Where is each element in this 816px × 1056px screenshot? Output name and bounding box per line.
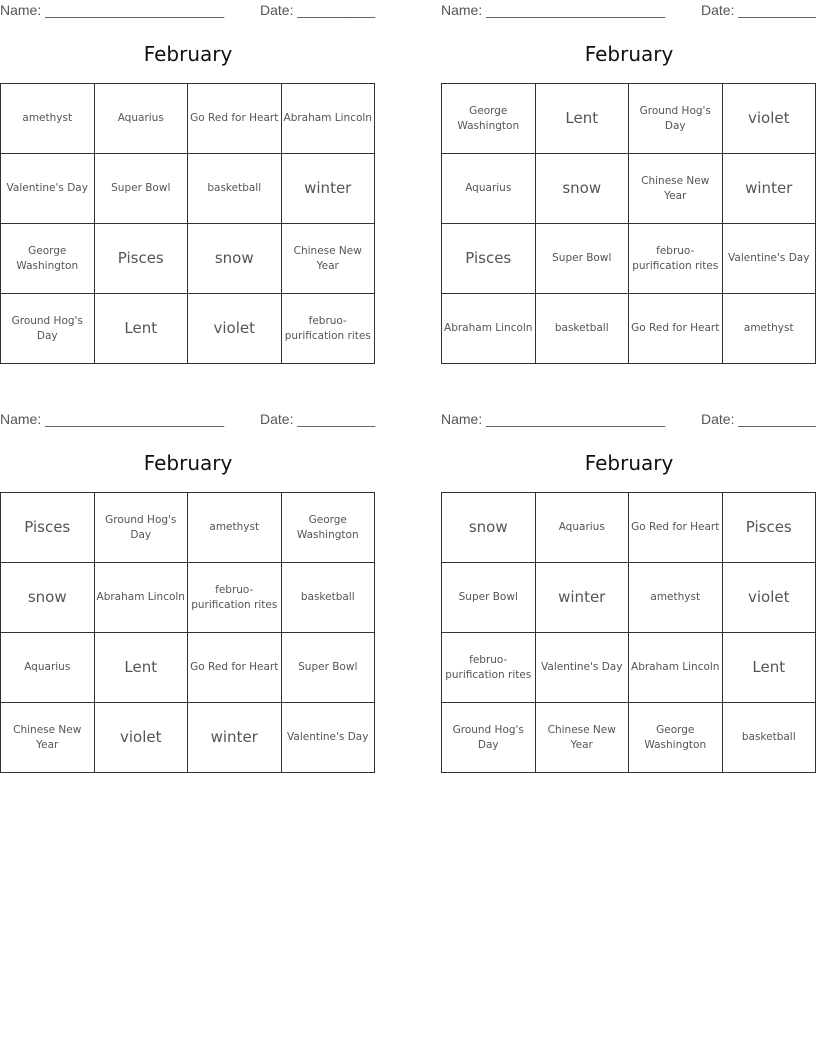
date-field-label: Date: __________ <box>260 411 376 427</box>
bingo-cell: Super Bowl <box>536 224 630 294</box>
name-field-label: Name: _______________________ <box>441 2 666 18</box>
bingo-cell: violet <box>188 294 282 364</box>
bingo-cell: winter <box>188 703 282 773</box>
bingo-cell: George Washington <box>282 493 376 563</box>
bingo-cell: winter <box>723 154 816 224</box>
bingo-cell: Lent <box>95 294 189 364</box>
card-title: February <box>143 42 233 66</box>
bingo-cell: Abraham Lincoln <box>282 84 376 154</box>
bingo-cell: snow <box>442 493 536 563</box>
bingo-grid <box>441 83 816 364</box>
card-header <box>441 0 816 22</box>
bingo-grid <box>0 83 375 364</box>
bingo-cell: Go Red for Heart <box>629 493 723 563</box>
bingo-cell: basketball <box>723 703 816 773</box>
bingo-cell: Ground Hog's Day <box>1 294 95 364</box>
bingo-cell: amethyst <box>1 84 95 154</box>
bingo-cell: februo-purification rites <box>282 294 376 364</box>
bingo-cell: Lent <box>95 633 189 703</box>
bingo-cell: februo-purification rites <box>629 224 723 294</box>
bingo-cell: amethyst <box>723 294 816 364</box>
bingo-cell: basketball <box>188 154 282 224</box>
bingo-cell: Pisces <box>723 493 816 563</box>
bingo-cell: Ground Hog's Day <box>95 493 189 563</box>
bingo-cell: Chinese New Year <box>629 154 723 224</box>
bingo-cell: Super Bowl <box>95 154 189 224</box>
bingo-cell: Abraham Lincoln <box>629 633 723 703</box>
bingo-cell: Go Red for Heart <box>629 294 723 364</box>
bingo-grid <box>0 492 375 773</box>
bingo-cell: basketball <box>536 294 630 364</box>
bingo-cell: februo-purification rites <box>442 633 536 703</box>
bingo-cell: violet <box>723 563 816 633</box>
bingo-cell: Chinese New Year <box>1 703 95 773</box>
bingo-cell: Super Bowl <box>442 563 536 633</box>
bingo-cell: snow <box>536 154 630 224</box>
bingo-cell: winter <box>536 563 630 633</box>
bingo-cell: Chinese New Year <box>282 224 376 294</box>
bingo-cell: amethyst <box>629 563 723 633</box>
bingo-grid <box>441 492 816 773</box>
bingo-cell: Pisces <box>1 493 95 563</box>
bingo-cell: snow <box>188 224 282 294</box>
bingo-cell: Aquarius <box>1 633 95 703</box>
bingo-cell: Lent <box>536 84 630 154</box>
card-header <box>0 409 376 431</box>
date-field-label: Date: __________ <box>701 411 816 427</box>
bingo-cell: Abraham Lincoln <box>95 563 189 633</box>
bingo-cell: Chinese New Year <box>536 703 630 773</box>
bingo-cell: Pisces <box>442 224 536 294</box>
date-field-label: Date: __________ <box>701 2 816 18</box>
bingo-cell: snow <box>1 563 95 633</box>
bingo-cell: Lent <box>723 633 816 703</box>
card-title: February <box>143 451 233 475</box>
bingo-cell: Go Red for Heart <box>188 84 282 154</box>
bingo-cell: Valentine's Day <box>536 633 630 703</box>
name-field-label: Name: _______________________ <box>0 2 225 18</box>
name-field-label: Name: _______________________ <box>0 411 225 427</box>
card-header <box>0 0 376 22</box>
bingo-cell: George Washington <box>442 84 536 154</box>
bingo-cell: Aquarius <box>442 154 536 224</box>
bingo-cell: Abraham Lincoln <box>442 294 536 364</box>
bingo-cell: Valentine's Day <box>282 703 376 773</box>
bingo-cell: violet <box>723 84 816 154</box>
card-title: February <box>584 42 674 66</box>
bingo-cell: Super Bowl <box>282 633 376 703</box>
bingo-cell: basketball <box>282 563 376 633</box>
bingo-cell: Aquarius <box>536 493 630 563</box>
bingo-cell: Ground Hog's Day <box>442 703 536 773</box>
bingo-cell: amethyst <box>188 493 282 563</box>
bingo-cell: Ground Hog's Day <box>629 84 723 154</box>
bingo-cell: Aquarius <box>95 84 189 154</box>
date-field-label: Date: __________ <box>260 2 376 18</box>
bingo-cell: George Washington <box>629 703 723 773</box>
card-header <box>441 409 816 431</box>
bingo-cell: violet <box>95 703 189 773</box>
bingo-cell: februo-purification rites <box>188 563 282 633</box>
bingo-cell: George Washington <box>1 224 95 294</box>
card-title: February <box>584 451 674 475</box>
bingo-cell: Go Red for Heart <box>188 633 282 703</box>
name-field-label: Name: _______________________ <box>441 411 666 427</box>
bingo-cell: Pisces <box>95 224 189 294</box>
bingo-cell: Valentine's Day <box>1 154 95 224</box>
bingo-cell: winter <box>282 154 376 224</box>
bingo-cell: Valentine's Day <box>723 224 816 294</box>
